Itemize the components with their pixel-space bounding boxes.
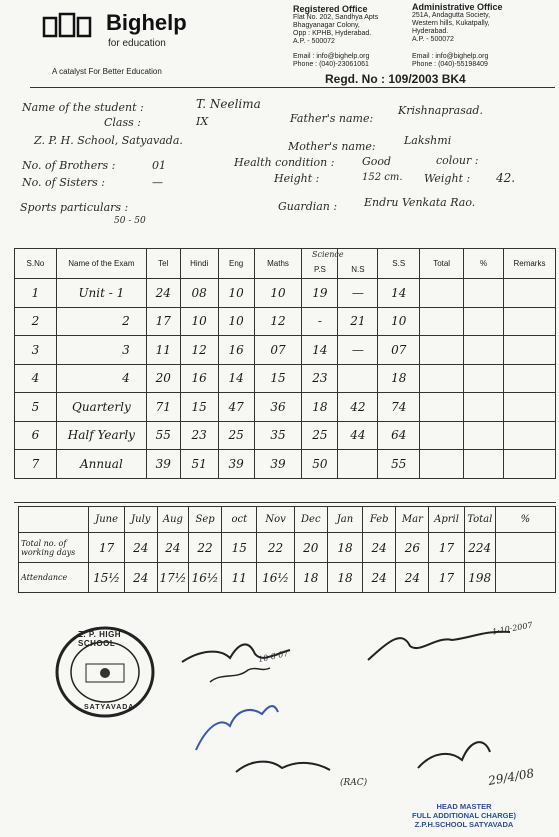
exam-name-cell: 2	[56, 307, 146, 336]
attendance-value-cell: 15½	[89, 563, 124, 593]
seal-ring-bottom: SATYAVADA	[84, 704, 135, 711]
science-heading: Science	[312, 250, 344, 259]
mark-cell	[420, 279, 464, 308]
mark-cell	[464, 279, 504, 308]
mark-cell	[420, 364, 464, 393]
administrative-heading: Administrative Office	[412, 2, 503, 12]
attendance-value-cell: 24	[396, 563, 429, 593]
mark-cell	[420, 393, 464, 422]
mark-cell: 10	[254, 279, 302, 308]
mark-cell: 14	[218, 364, 254, 393]
mark-cell: 16	[180, 364, 218, 393]
exam-name-cell: 4	[56, 364, 146, 393]
attendance-value-cell: 18	[327, 563, 362, 593]
mark-cell	[464, 393, 504, 422]
mark-cell	[503, 336, 555, 365]
month-header-cell: June	[89, 507, 124, 533]
mark-cell: 10	[218, 307, 254, 336]
mark-cell: 14	[378, 279, 420, 308]
attendance-value-cell: 18	[294, 563, 327, 593]
mark-cell: 17	[146, 307, 180, 336]
attendance-value-cell: 24	[363, 533, 396, 563]
attendance-value-cell: 17	[429, 533, 464, 563]
administrative-email: Email : info@bighelp.org	[412, 53, 489, 60]
mark-cell	[503, 364, 555, 393]
attendance-value-cell: 17	[89, 533, 124, 563]
header-cell: Hindi	[180, 249, 218, 279]
serial-cell: 6	[15, 421, 57, 450]
mark-cell: 20	[146, 364, 180, 393]
guardian-value: Endru Venkata Rao.	[364, 196, 476, 209]
mark-cell: 19	[302, 279, 338, 308]
mark-cell: 55	[378, 450, 420, 479]
marks-row	[15, 307, 556, 336]
header-cell: P.S	[302, 249, 338, 279]
header-cell: Remarks	[503, 249, 555, 279]
mark-cell: 10	[218, 279, 254, 308]
mark-cell: 23	[302, 364, 338, 393]
mark-cell: 08	[180, 279, 218, 308]
brand-logo	[42, 12, 94, 40]
attendance-value-cell: 22	[257, 533, 294, 563]
serial-cell: 4	[15, 364, 57, 393]
height-value: 152 cm.	[362, 172, 403, 183]
attendance-value-cell: 24	[124, 563, 157, 593]
weight-label: Weight :	[424, 172, 471, 185]
serial-cell: 7	[15, 450, 57, 479]
mother-name-value: Lakshmi	[404, 134, 452, 147]
mark-cell	[503, 307, 555, 336]
attendance-value-cell: 24	[157, 533, 188, 563]
mark-cell: 12	[180, 336, 218, 365]
signature-date-1: 10·6·07	[257, 648, 290, 665]
administrative-line: A.P. - 500072	[412, 36, 454, 43]
sports-label: Sports particulars :	[20, 201, 129, 214]
attendance-value-cell: 20	[294, 533, 327, 563]
attendance-value-cell: 26	[396, 533, 429, 563]
month-header-cell: Sep	[188, 507, 221, 533]
exam-name-cell: Half Yearly	[56, 421, 146, 450]
weight-value: 42.	[496, 171, 516, 185]
signature-rac: (RAC)	[340, 778, 368, 788]
attendance-value-cell: 18	[327, 533, 362, 563]
marks-row	[15, 364, 556, 393]
mark-cell: 39	[218, 450, 254, 479]
headmaster-line: FULL ADDITIONAL CHARGE)	[411, 811, 517, 820]
attendance-row	[19, 563, 556, 593]
exam-name-cell: Annual	[56, 450, 146, 479]
attendance-table	[18, 506, 556, 593]
header-cell: %	[464, 249, 504, 279]
attendance-value-cell	[495, 563, 555, 593]
mark-cell	[503, 450, 555, 479]
letterhead	[0, 0, 559, 90]
month-header-cell: July	[124, 507, 157, 533]
student-name-label: Name of the student :	[22, 101, 144, 114]
month-header-cell: Total	[464, 507, 495, 533]
mark-cell: -	[302, 307, 338, 336]
serial-cell: 5	[15, 393, 57, 422]
mark-cell: 64	[378, 421, 420, 450]
mark-cell	[338, 364, 378, 393]
administrative-line: Hyderabad.	[412, 28, 449, 35]
mark-cell	[464, 307, 504, 336]
student-details	[0, 92, 559, 232]
marks-header-row	[15, 249, 556, 279]
month-header-cell: Jan	[327, 507, 362, 533]
mark-cell: 42	[338, 393, 378, 422]
attendance-value-cell: 22	[188, 533, 221, 563]
administrative-line: 251A, Andagutta Society,	[412, 12, 491, 19]
seal-ring-top: Z. P. HIGH SCHOOL	[78, 630, 122, 648]
attendance-value-cell	[495, 533, 555, 563]
registered-office	[293, 4, 423, 69]
sports-value: 50 - 50	[114, 216, 146, 226]
mark-cell	[464, 450, 504, 479]
mark-cell: 10	[378, 307, 420, 336]
month-header-cell: oct	[222, 507, 257, 533]
height-label: Height :	[274, 172, 320, 185]
attendance-value-cell: 17	[429, 563, 464, 593]
brand-subtitle: for education	[108, 38, 166, 49]
header-cell: Tel	[146, 249, 180, 279]
registered-email: Email : info@bighelp.org	[293, 53, 370, 60]
mark-cell: 25	[218, 421, 254, 450]
attendance-corner-cell	[19, 507, 89, 533]
father-name-value: Krishnaprasad.	[398, 104, 483, 117]
mark-cell: 07	[378, 336, 420, 365]
exam-name-cell: 3	[56, 336, 146, 365]
attendance-value-cell: 11	[222, 563, 257, 593]
marks-row	[15, 336, 556, 365]
administrative-phone: Phone : (040)-55198409	[412, 61, 488, 68]
header-cell: Total	[420, 249, 464, 279]
registered-phone: Phone : (040)-23061061	[293, 61, 369, 68]
mark-cell: 51	[180, 450, 218, 479]
mark-cell: 24	[146, 279, 180, 308]
mark-cell	[464, 364, 504, 393]
mark-cell: 44	[338, 421, 378, 450]
student-name-value: T. Neelima	[196, 97, 261, 111]
mark-cell: 50	[302, 450, 338, 479]
attendance-value-cell: 15	[222, 533, 257, 563]
marks-table	[14, 248, 556, 479]
exam-name-cell: Unit - 1	[56, 279, 146, 308]
school-name: Z. P. H. School, Satyavada.	[34, 134, 183, 147]
mark-cell: 18	[302, 393, 338, 422]
brothers-value: 01	[152, 159, 166, 172]
registered-line: Flat No. 202, Sandhya Apts	[293, 14, 379, 21]
attendance-value-cell: 24	[363, 563, 396, 593]
attendance-value-cell: 16½	[257, 563, 294, 593]
month-header-cell: %	[495, 507, 555, 533]
attendance-value-cell: 198	[464, 563, 495, 593]
working-days-row	[19, 533, 556, 563]
month-header-cell: Dec	[294, 507, 327, 533]
mark-cell: 25	[302, 421, 338, 450]
header-cell: N.S	[338, 249, 378, 279]
mother-name-label: Mother's name:	[288, 140, 376, 153]
exam-name-cell: Quarterly	[56, 393, 146, 422]
mark-cell	[464, 421, 504, 450]
mark-cell	[420, 336, 464, 365]
mark-cell: 39	[146, 450, 180, 479]
mark-cell: 21	[338, 307, 378, 336]
attendance-value-cell: 24	[124, 533, 157, 563]
attendance-value-cell: 16½	[188, 563, 221, 593]
mark-cell	[503, 279, 555, 308]
administrative-line: Western hills, Kukatpally,	[412, 20, 490, 27]
mark-cell: 35	[254, 421, 302, 450]
headmaster-line: HEAD MASTER	[436, 802, 492, 811]
header-cell: Maths	[254, 249, 302, 279]
mark-cell: 55	[146, 421, 180, 450]
letterhead-divider	[30, 87, 555, 88]
mark-cell	[338, 450, 378, 479]
class-value: IX	[196, 115, 209, 128]
mark-cell: 15	[180, 393, 218, 422]
attendance-header-row	[19, 507, 556, 533]
mark-cell: 18	[378, 364, 420, 393]
mark-cell: 39	[254, 450, 302, 479]
serial-cell: 2	[15, 307, 57, 336]
sisters-label: No. of Sisters :	[22, 176, 105, 189]
sisters-value: —	[152, 176, 163, 189]
header-cell: S.S	[378, 249, 420, 279]
mark-cell	[503, 393, 555, 422]
header-cell: Eng	[218, 249, 254, 279]
marks-row	[15, 450, 556, 479]
registered-heading: Registered Office	[293, 4, 368, 14]
month-header-cell: Nov	[257, 507, 294, 533]
brand-name: Bighelp	[106, 10, 187, 35]
mark-cell: 71	[146, 393, 180, 422]
father-name-label: Father's name:	[290, 112, 374, 125]
health-label: Health condition :	[234, 156, 335, 169]
mark-cell: 11	[146, 336, 180, 365]
mark-cell	[420, 450, 464, 479]
headmaster-line: Z.P.H.SCHOOL SATYAVADA	[414, 820, 514, 829]
mark-cell	[420, 307, 464, 336]
month-header-cell: Mar	[396, 507, 429, 533]
mark-cell: 47	[218, 393, 254, 422]
mark-cell: 07	[254, 336, 302, 365]
administrative-office	[412, 2, 552, 69]
marks-row	[15, 421, 556, 450]
month-header-cell: Feb	[363, 507, 396, 533]
header-cell: S.No	[15, 249, 57, 279]
registration-number: Regd. No : 109/2003 BK4	[325, 72, 466, 86]
class-label: Class :	[104, 116, 141, 129]
mark-cell: 10	[180, 307, 218, 336]
marks-footer-rule	[14, 502, 556, 503]
mark-cell: 12	[254, 307, 302, 336]
registered-line: Bhagyanagar Colony,	[293, 22, 360, 29]
health-value: Good	[362, 155, 392, 168]
header-cell: Name of the Exam	[56, 249, 146, 279]
guardian-label: Guardian :	[278, 200, 338, 213]
mark-cell: 23	[180, 421, 218, 450]
mark-cell: 15	[254, 364, 302, 393]
mark-cell: 36	[254, 393, 302, 422]
serial-cell: 1	[15, 279, 57, 308]
tagline: A catalyst For Better Education	[52, 67, 162, 76]
mark-cell	[420, 421, 464, 450]
mark-cell: 14	[302, 336, 338, 365]
colour-label: colour :	[436, 154, 479, 167]
mark-cell: —	[338, 279, 378, 308]
marks-row	[15, 279, 556, 308]
attendance-value-cell: 224	[464, 533, 495, 563]
marks-row	[15, 393, 556, 422]
mark-cell: 74	[378, 393, 420, 422]
month-header-cell: Aug	[157, 507, 188, 533]
registered-line: A.P. - 500072	[293, 38, 335, 45]
mark-cell	[464, 336, 504, 365]
row-label-cell: Attendance	[19, 563, 89, 593]
signature-date-2: 1·10·2007	[491, 620, 534, 637]
month-header-cell: April	[429, 507, 464, 533]
headmaster-stamp	[394, 802, 534, 829]
mark-cell: 16	[218, 336, 254, 365]
brothers-label: No. of Brothers :	[22, 159, 116, 172]
attendance-value-cell: 17½	[157, 563, 188, 593]
registered-line: Opp : KPHB, Hyderabad.	[293, 30, 372, 37]
mark-cell	[503, 421, 555, 450]
book-icon	[42, 12, 94, 40]
mark-cell: —	[338, 336, 378, 365]
signature-date-3: 29/4/08	[487, 766, 536, 788]
row-label-cell: Total no. of working days	[19, 533, 89, 563]
serial-cell: 3	[15, 336, 57, 365]
